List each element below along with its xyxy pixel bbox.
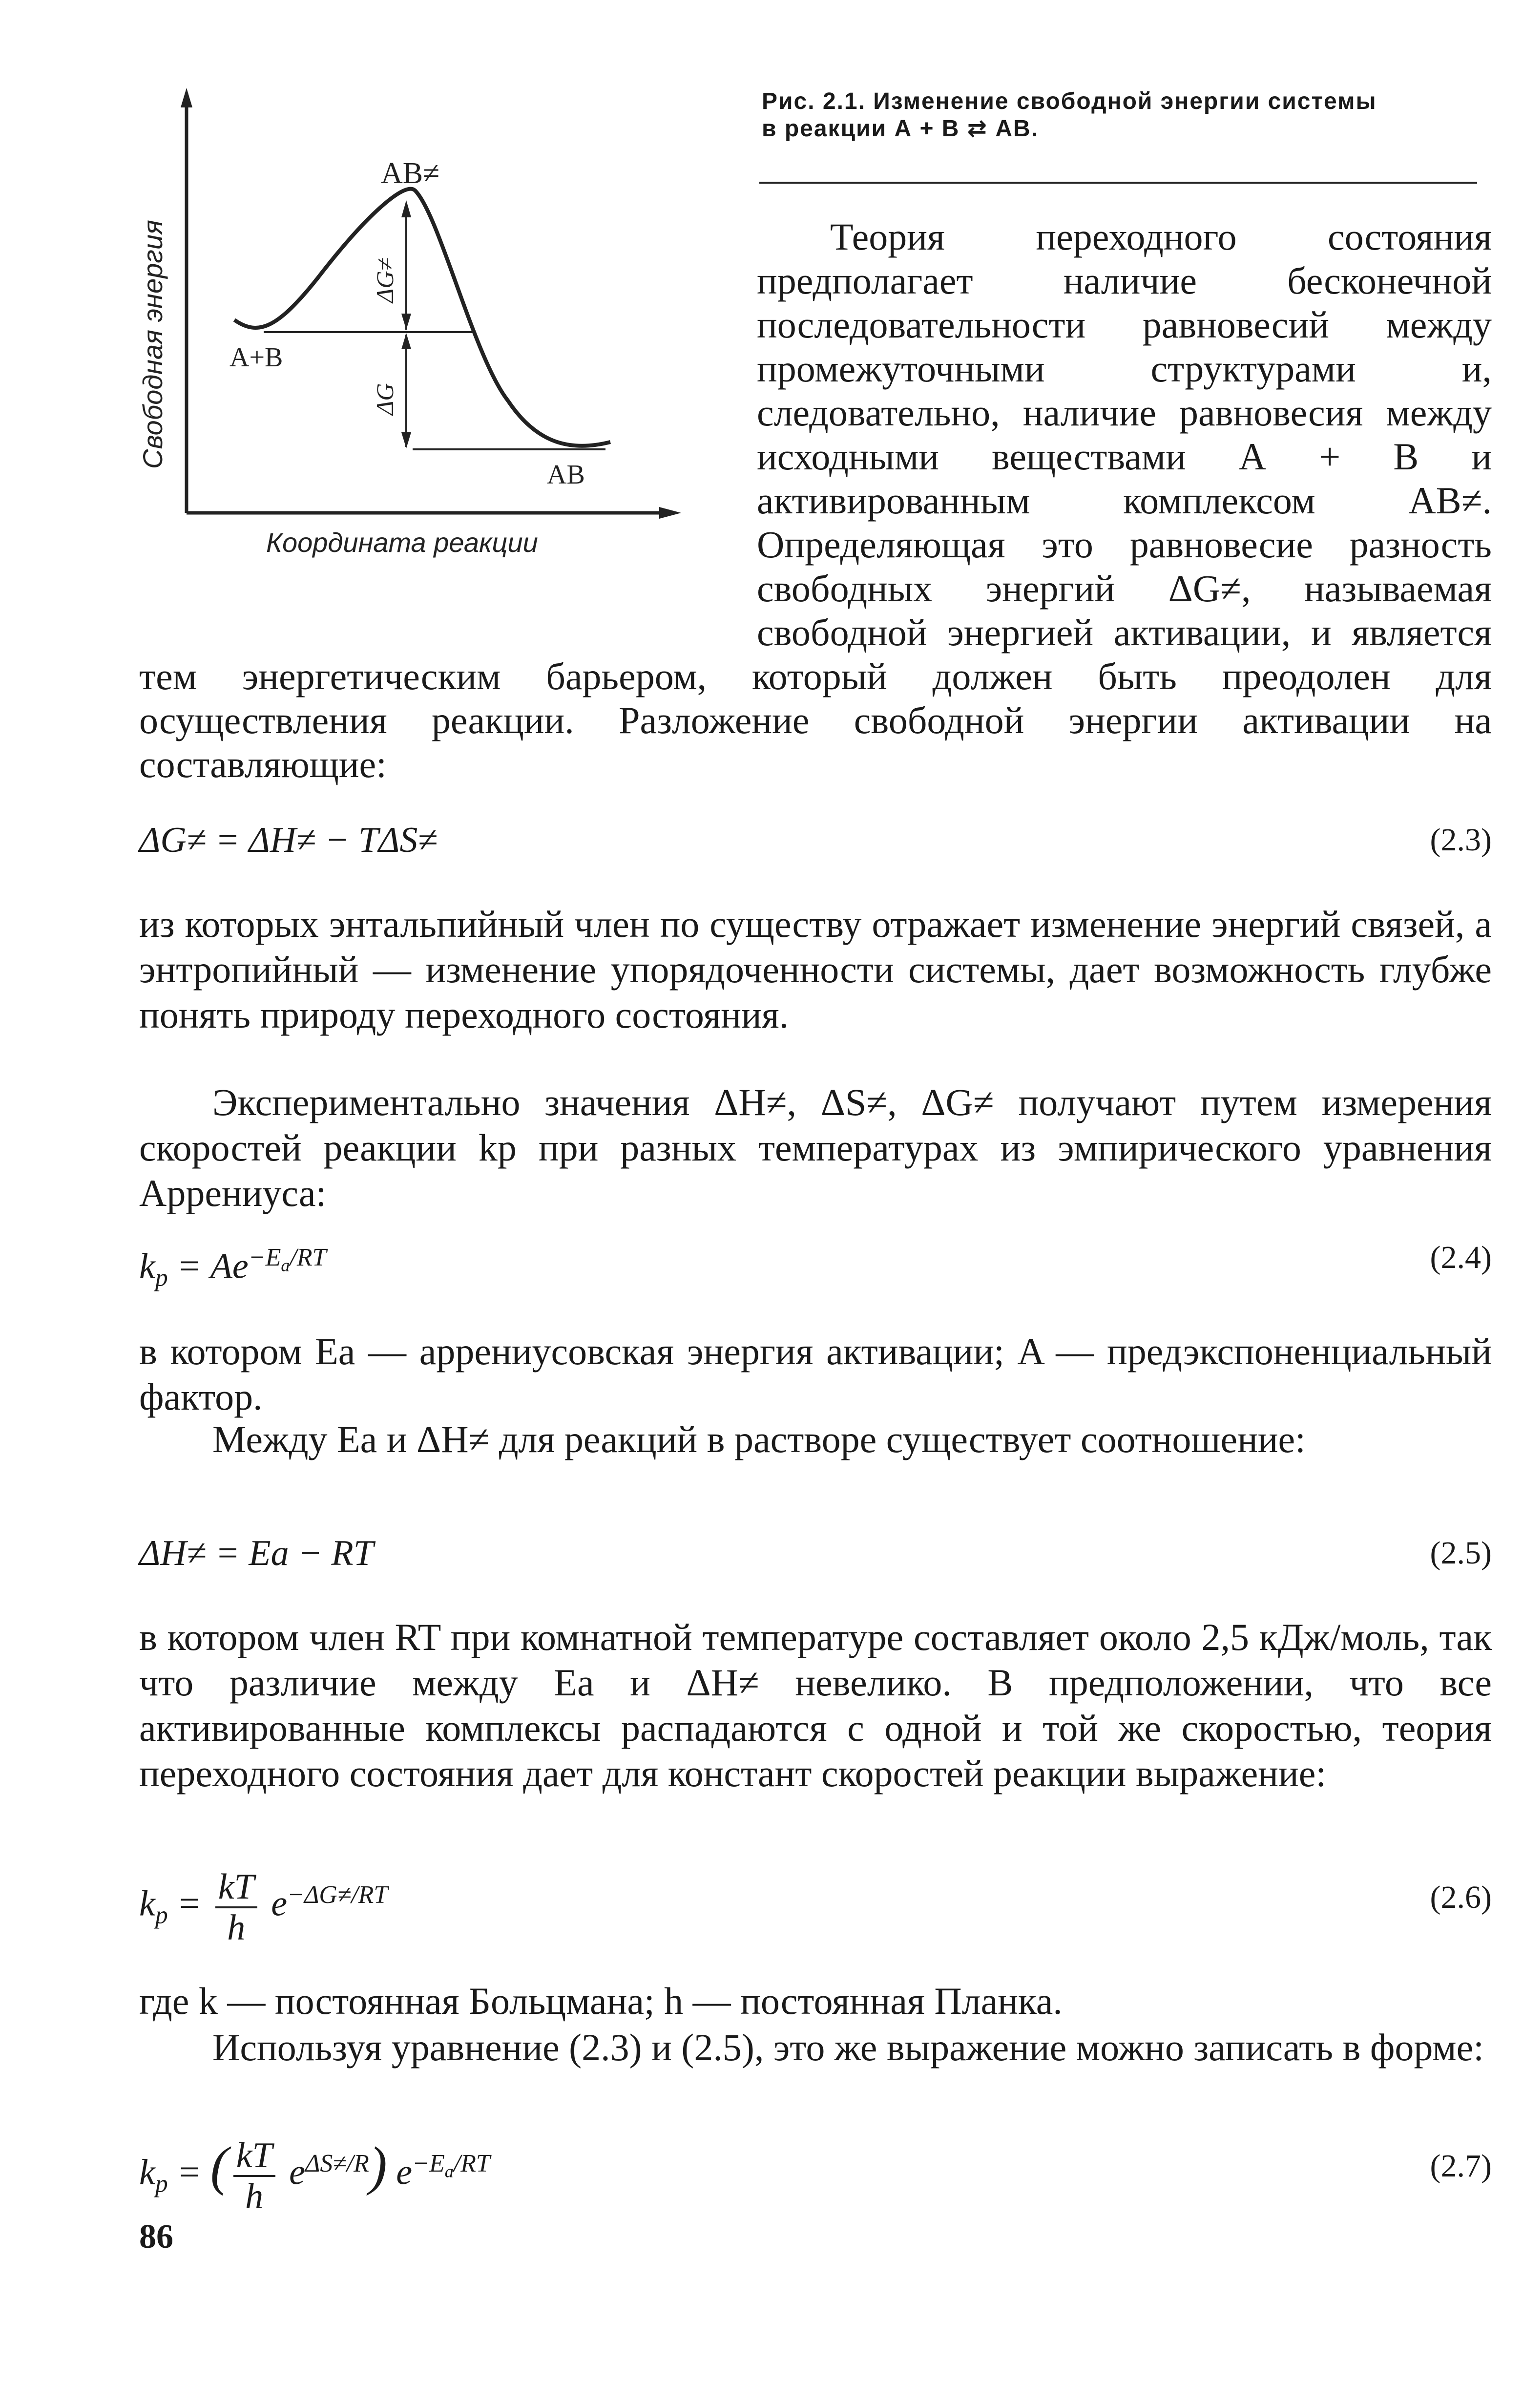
equation-2-3: [139, 813, 1492, 872]
equation-2-5: [139, 1526, 1492, 1585]
delta-g-label: ΔG: [371, 383, 398, 415]
caption-line-2: в реакции А + В ⇄ АВ.: [762, 116, 1039, 142]
float-spacer: [139, 215, 757, 620]
y-axis-label: Свободная энергия: [137, 220, 168, 469]
equation-2-4: [139, 1231, 1492, 1292]
paragraph-1: [139, 215, 1492, 786]
equation-2-5-body: ΔH≠ = Eа − RT: [139, 1533, 374, 1573]
paragraph-7: где k — постоянная Больцмана; h — постоянная Планка.: [139, 1980, 1063, 2022]
equation-2-4-number: (2.4): [1430, 1240, 1492, 1275]
equation-2-7-number: (2.7): [1430, 2148, 1492, 2184]
product-label: АВ: [547, 460, 585, 490]
equation-2-5-number: (2.5): [1430, 1535, 1492, 1571]
x-axis-label: Координата реакции: [266, 527, 538, 558]
equation-2-3-number: (2.3): [1430, 822, 1492, 858]
paragraph-4: в котором Eа — аррениусовская энергия активации; A — предэкспоненциальный фактор.: [139, 1330, 1492, 1418]
paragraph-2: из которых энтальпийный член по существу отражает изменение энергий связей, а энтропийный — изменение упорядоченности системы, дает возможность глубже понять природу переходного состояния.: [139, 903, 1492, 1036]
equation-2-3-body: ΔG≠ = ΔH≠ − TΔS≠: [139, 820, 438, 860]
paragraph-3: Экспериментально значения ΔH≠, ΔS≠, ΔG≠ получают путем измерения скоростей реакции kр при разных температурах из эмпирического уравнения Аррениуса:: [139, 1081, 1492, 1214]
equation-2-6-number: (2.6): [1430, 1880, 1492, 1915]
paragraph-5: Между Eа и ΔH≠ для реакций в растворе существует соотношение:: [212, 1418, 1306, 1460]
page-number: 86: [139, 2218, 173, 2256]
equation-2-4-body: $k_р = Ae^{-E_а/RT}$: [139, 1244, 327, 1292]
peak-label: АВ≠: [381, 157, 440, 190]
caption-rule: [759, 182, 1477, 184]
paragraph-1-text: Теория переходного состояния предполагает наличие бесконечной последовательности равновесий между промежуточными структурами и, следовательно, наличие равновесия между исходными веществами А + В и активированным комплексом АВ≠. Определяющая это равновесие разность свободных энергий ΔG≠, называемая свободной энергией активации, и является тем энергетическим барьером, который должен быть преодолен для осуществления реакции. Разложение свободной энергии активации на составляющие:: [139, 215, 1492, 785]
equation-2-6-body: $k_р$ = $\frac{kT}{h}$ $e^{-\Delta G\ne/RT}$: [139, 1866, 388, 1948]
equation-2-6: [139, 1851, 1492, 1949]
paragraph-8: Используя уравнение (2.3) и (2.5), это же выражение можно записать в форме:: [212, 2026, 1484, 2069]
caption-line-1: Рис. 2.1. Изменение свободной энергии системы: [762, 88, 1377, 114]
delta-g-act-label: ΔG≠: [371, 257, 398, 303]
paragraph-6: в котором член RT при комнатной температуре составляет около 2,5 кДж/моль, так что различие между Eа и ΔH≠ невелико. В предположении, что все активированные комплексы распадаются с одной и той же скоростью, теория переходного состояния дает для констант скоростей реакции выражение:: [139, 1616, 1492, 1795]
reactants-label: А+В: [229, 342, 283, 373]
equation-2-7-body: $k_р$ = ( $\frac{kT}{h}$ $e^{\Delta S\ne/R}$) $e^{-E_а/RT}$: [139, 2135, 490, 2217]
figure-caption: [762, 88, 1494, 143]
equation-2-7: [139, 2120, 1492, 2218]
y-axis-arrow: [181, 88, 192, 107]
